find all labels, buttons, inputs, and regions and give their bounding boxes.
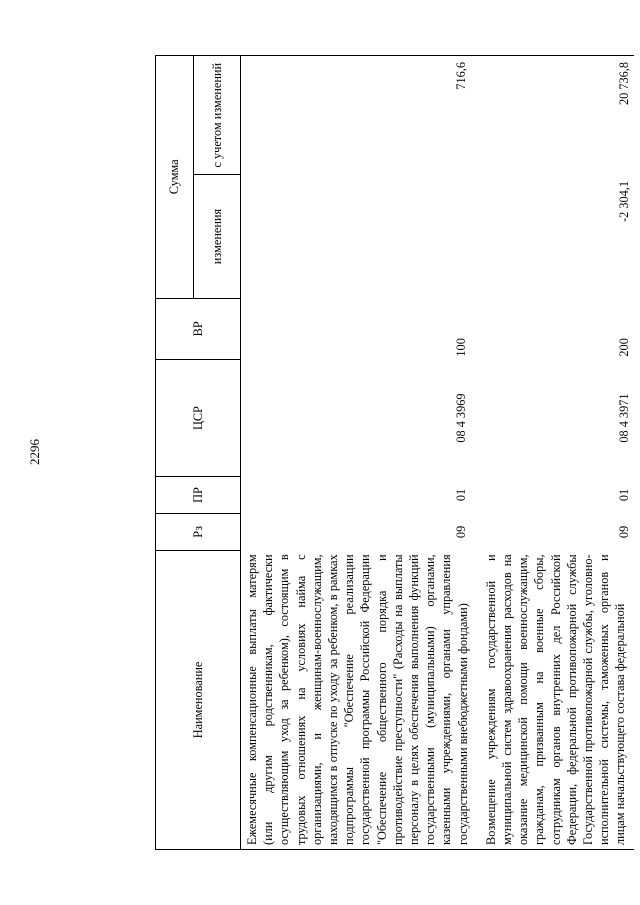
page-number: 2296 <box>27 439 42 465</box>
header-csr: ЦСР <box>156 360 241 477</box>
row-rz: 09 <box>453 525 468 539</box>
header-izm: изменения <box>194 175 241 298</box>
row-s-uchetom: 716,6 <box>241 56 471 175</box>
row-csr: 08 4 3969 <box>453 393 468 443</box>
header-vr: ВР <box>156 298 241 360</box>
header-rz: Рз <box>156 513 241 550</box>
row-vr: 100 <box>453 338 468 357</box>
row-s-uchetom: 20 736,8 <box>471 56 634 175</box>
header-sum: Сумма <box>156 56 194 299</box>
row-csr: 08 4 3971 <box>616 393 631 443</box>
row-pr: 01 <box>616 488 631 502</box>
row-izm: -2 304,1 <box>616 180 631 222</box>
table-row <box>241 56 471 850</box>
row-name: Ежемесячные компенсационные выплаты матерям (или другим родственникам, фактически осуществляющим уход за ребенком), состоящим в трудовых отношениях на условиях найма с организациями, и женщинам-военнослужащим, находящимся в отпуске по уходу за ребенком, в рамках подпрограммы "Обеспечение реализации государственной программы Российской Федерации "Обеспечение общественного порядка и противодействие преступности" (Расходы на выплаты персоналу в целях обеспечения выполнения функций государственными (муниципальными) органами, казенными учреждениями, органами управления государственными внебюджетными фондами) <box>241 550 471 849</box>
row-vr: 200 <box>616 338 631 357</box>
budget-table-sheet <box>155 55 631 850</box>
row-name: Возмещение учреждениям государственной и муниципальной систем здравоохранения расходов на оказание медицинской помощи военнослужащим, гражданам, призванным на военные сборы, сотрудникам органов внутренних дел Российской Федерации, федеральной противопожарной службы Государственной противопожарной службы, уголовно-исполнительной системы, таможенных органов и лицам начальствующего состава федеральной <box>471 550 634 849</box>
row-izm <box>241 175 471 298</box>
row-rz: 09 <box>616 525 631 539</box>
table-row <box>471 56 634 850</box>
budget-table <box>155 55 634 850</box>
header-pr: ПР <box>156 477 241 514</box>
header-s-uchetom: с учетом изменений <box>194 56 241 175</box>
header-name: Наименование <box>156 550 241 849</box>
row-pr: 01 <box>453 488 468 502</box>
